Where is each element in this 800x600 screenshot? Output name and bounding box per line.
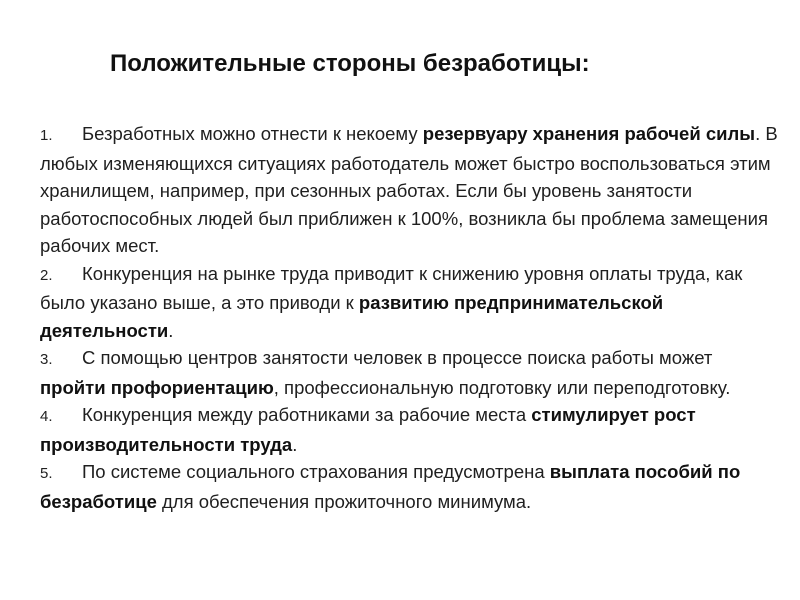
item-text: Конкуренция на рынке труда приводит к снижению уровня оплаты труда, как было указано выше, а это приводи к (40, 262, 743, 313)
list-item-3 (40, 344, 780, 401)
item-text: 100% (410, 207, 459, 229)
list-item-4 (40, 401, 780, 458)
item-highlight: пройти профориентацию (40, 376, 274, 398)
item-text: , профессиональную подготовку или переподготовку. (273, 376, 731, 398)
list-item-number: 1. (40, 127, 53, 144)
item-highlight: выплата пособий по безработице (40, 461, 741, 512)
list-item-5 (40, 458, 780, 515)
item-text: Конкуренция между работниками за рабочие места (82, 404, 532, 425)
item-text: . В любых изменяющихся ситуациях работодатель может быстро воспользоваться этим хранилищем, например, при сезонных работах. Если бы уровень занятости работоспособных людей был приближен к (40, 123, 778, 229)
list-item-number: 3. (40, 351, 53, 368)
item-text: По системе социального страхования предусмотрена (82, 461, 550, 482)
list-item-number: 2. (40, 266, 53, 284)
list-item-2 (40, 260, 780, 345)
item-highlight: развитию предпринимательской деятельности (40, 292, 664, 341)
item-highlight: стимулирует рост производительности труда (40, 404, 696, 455)
item-text: . (292, 433, 298, 455)
item-text: для обеспечения прожиточного минимума. (156, 490, 532, 512)
item-text: Безработных можно отнести к некоему (82, 123, 423, 144)
list-item-1 (40, 120, 780, 260)
item-text: , возникла бы проблема замещения рабочих мест. (40, 207, 768, 256)
item-highlight: резервуару хранения рабочей силы (422, 123, 756, 144)
list-item-number: 4. (40, 408, 53, 425)
item-text: . (168, 319, 174, 341)
item-text: С помощью центров занятости человек в процессе поиска работы может (82, 347, 713, 368)
list-content (40, 120, 780, 515)
slide-title: Положительные стороны безработицы: (110, 50, 590, 77)
list-item-number: 5. (40, 465, 53, 482)
